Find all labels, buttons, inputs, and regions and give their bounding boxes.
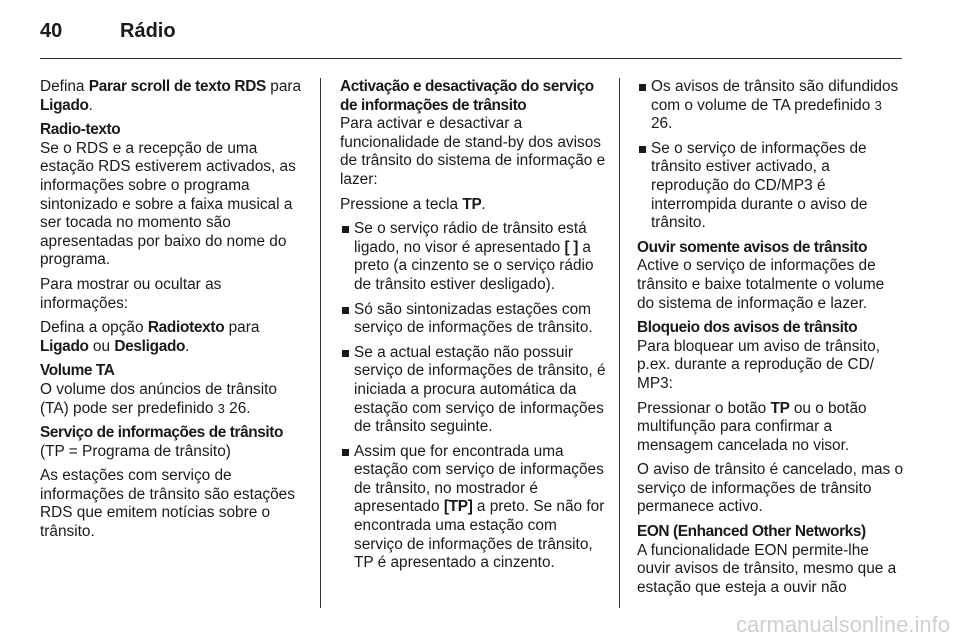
list-item: Se a actual estação não possuir serviço de informações de trânsito, é iniciada a procura automática da estação com serviço de informações de trânsito seguinte. — [340, 344, 608, 437]
column-divider-2 — [619, 78, 620, 608]
list-item: Se o serviço rádio de trânsito está ligado, no visor é apresentado [ ] a preto (a cinzento se o serviço rádio de trânsito estiver desligado). — [340, 220, 608, 294]
paragraph: Defina a opção Radiotexto para Ligado ou Desligado. — [40, 319, 260, 355]
list-item: Os avisos de trânsito são difundidos com o volume de TA predefinido 3 26. — [637, 78, 905, 134]
subheading-servico-transito: Serviço de informações de trânsito — [40, 424, 283, 442]
list-item: Assim que for encontrada uma estação com serviço de informações de trânsito, no mostrador é apresentado [TP] a preto. Se não for encontrada uma estação com serviço de informações de trânsito, TP é apresentado a cinzento. — [340, 443, 608, 573]
subheading-volume-ta: Volume TA — [40, 362, 115, 380]
list-item: Só são sintonizadas estações com serviço de informações de trânsito. — [340, 301, 608, 338]
paragraph: Se o RDS e a recepção de uma estação RDS estiverem activados, as informações sobre o programa sintonizado e sobre a faixa musical a ser tocada no momento são apresentadas por baixo do nome do programa. — [40, 139, 296, 269]
paragraph: Pressionar o botão TP ou o botão multifunção para confirmar a mensagem cancelada no visor. — [637, 399, 867, 454]
subheading-eon: EON (Enhanced Other Networks) — [637, 523, 866, 541]
page-reference-icon: 3 — [874, 97, 882, 113]
paragraph: Para activar e desactivar a funcionalidade de stand-by dos avisos de trânsito do sistema de informação e lazer: — [340, 115, 606, 188]
page-header — [40, 20, 176, 50]
paragraph: Active o serviço de informações de trânsito e baixe totalmente o volume do sistema de informação e lazer. — [637, 257, 885, 312]
page-reference-icon: 3 — [217, 400, 225, 416]
column-1 — [40, 78, 308, 548]
paragraph: (TP = Programa de trânsito) — [40, 442, 231, 460]
list-item: Se o serviço de informações de trânsito estiver activado, a reprodução do CD/MP3 é interrompida durante o aviso de trânsito. — [637, 140, 905, 233]
paragraph: Pressione a tecla TP. — [340, 195, 486, 213]
subheading-radio-texto: Radio-texto — [40, 121, 121, 139]
header-rule — [40, 58, 902, 59]
paragraph: As estações com serviço de informações de trânsito são estações RDS que emitem notícias sobre o trânsito. — [40, 467, 295, 541]
column-2 — [340, 78, 608, 579]
paragraph: O aviso de trânsito é cancelado, mas o serviço de informações de trânsito permanece activo. — [637, 461, 904, 516]
section-title: Rádio — [120, 20, 176, 42]
paragraph: Para mostrar ou ocultar as informações: — [40, 275, 222, 312]
subheading-bloqueio: Bloqueio dos avisos de trânsito — [637, 319, 858, 337]
watermark: carmanualsonline.info — [735, 612, 950, 637]
subheading-activacao: Activação e desactivação do serviço de informações de trânsito — [340, 78, 594, 114]
page-number: 40 — [40, 20, 63, 42]
paragraph: A funcionalidade EON permite-lhe ouvir avisos de trânsito, mesmo que a estação que esteja a ouvir não — [637, 541, 897, 596]
paragraph: Defina Parar scroll de texto RDS para Ligado. — [40, 78, 302, 114]
paragraph: Para bloquear um aviso de trânsito, p.ex. durante a reprodução de CD/ MP3: — [637, 337, 880, 392]
subheading-ouvir-somente: Ouvir somente avisos de trânsito — [637, 238, 868, 256]
column-divider-1 — [320, 78, 321, 608]
column-3 — [637, 78, 905, 603]
paragraph: O volume dos anúncios de trânsito (TA) pode ser predefinido 3 26. — [40, 380, 277, 417]
